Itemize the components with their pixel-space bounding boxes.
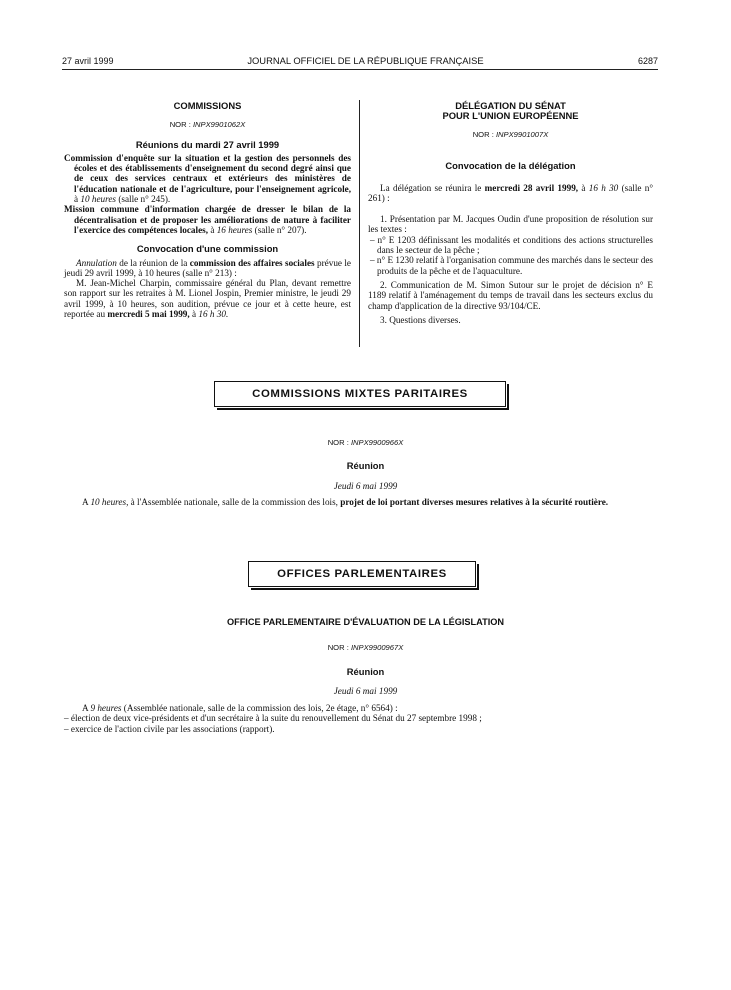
header-journal-title: JOURNAL OFFICIEL DE LA RÉPUBLIQUE FRANÇAISE <box>247 55 484 66</box>
paragraph-text: à <box>581 182 586 193</box>
entry-room: (salle n° 245). <box>118 194 171 205</box>
delegation-intro <box>368 183 653 204</box>
convocation-heading: Convocation d'une commission <box>136 243 279 255</box>
bill-title: projet de loi portant diverses mesures relatives à la sécurité routière. <box>340 497 609 507</box>
new-time: 16 h 30. <box>198 309 229 320</box>
meeting-time: 10 heures, <box>90 497 129 507</box>
offices-body <box>64 703 656 734</box>
nor-code: INPX9900967X <box>350 643 404 652</box>
agenda-item-2: 2. Communication de M. Simon Sutour sur le projet de décision n° E 1189 relatif à l'aménagement du temps de travail dans les secteurs exclus du champ d'application de la directive 93/104/CE. <box>368 279 653 311</box>
offices-nor <box>0 643 731 652</box>
offices-agenda-item-2: – exercice de l'action civile par les associations (rapport). <box>64 723 275 734</box>
commissions-title: COMMISSIONS <box>173 100 242 111</box>
agenda-item-1: 1. Présentation par M. Jacques Oudin d'une proposition de résolution sur les textes : <box>368 214 653 235</box>
commission-enquete-entry <box>64 153 351 204</box>
offices-section-box <box>248 561 476 587</box>
entry-word: à <box>210 224 215 235</box>
commissions-nor <box>64 120 351 130</box>
offices-intro <box>64 703 656 713</box>
offices-agenda-item-1: – élection de deux vice-présidents et d'un secrétaire à la suite du renouvellement du Sénat du 27 septembre 1998 ; <box>64 713 482 724</box>
delegation-convocation-heading: Convocation de la délégation <box>445 160 576 172</box>
agenda-item-3: 3. Questions diverses. <box>380 314 461 325</box>
meeting-time: 16 h 30 <box>588 182 619 193</box>
paragraph-text: (Assemblée nationale, salle de la commission des lois, 2e étage, n° 6564) : <box>123 703 398 713</box>
paragraph-text: prévue le jeudi 29 avril 1999, à 10 heures (salle n° 213) : <box>64 257 352 278</box>
paragraph-text: La délégation se réunira le <box>380 182 482 193</box>
meeting-time: 9 heures <box>90 703 122 713</box>
nor-label: NOR : <box>327 438 349 447</box>
charpin-paragraph <box>64 278 351 319</box>
delegation-title-line2: POUR L'UNION EUROPÉENNE <box>442 110 579 121</box>
paragraph-text: A <box>82 497 89 507</box>
delegation-column <box>368 101 653 325</box>
column-divider <box>359 100 360 347</box>
nor-label: NOR : <box>472 130 494 139</box>
cmp-section-title: COMMISSIONS MIXTES PARITAIRES <box>252 388 468 400</box>
offices-subtitle: OFFICE PARLEMENTAIRE D'ÉVALUATION DE LA LÉGISLATION <box>226 617 505 627</box>
mission-information-entry <box>64 204 351 235</box>
agenda-subitem-1: – n° E 1203 définissant les modalités et conditions des actions structurelles dans le secteur de la pêche ; <box>370 234 653 256</box>
delegation-nor <box>368 130 653 140</box>
paragraph-text: A <box>82 703 89 713</box>
entry-room: (salle n° 207). <box>254 224 307 235</box>
agenda-subitem-2: – n° E 1230 relatif à l'organisation commune des marchés dans le secteur des produits de la pêche et de l'aquaculture. <box>370 255 653 276</box>
entry-word: à <box>74 194 79 205</box>
entry-body: Mission commune d'information chargée de dresser le bilan de la décentralisation et de proposer les améliorations de nature à faciliter l'exercice des compétences locales, <box>64 204 351 235</box>
cmp-nor <box>0 438 731 447</box>
offices-reunion-heading: Réunion <box>346 666 385 677</box>
meeting-room: (salle n° 261) : <box>368 182 654 203</box>
cmp-paragraph <box>64 497 656 507</box>
offices-date: Jeudi 6 mai 1999 <box>333 686 398 696</box>
paragraph-text: M. Jean-Michel Charpin, commissaire général du Plan, devant remettre son rapport sur les retraites à M. Lionel Jospin, Premier ministre, le jeudi 29 avril 1999, à 10 heures, son audition, prévue ce jour et à cette heure, est reportée au <box>64 278 351 320</box>
nor-code: INPX9900966X <box>350 438 404 447</box>
paragraph-text: à <box>192 309 197 320</box>
cmp-date: Jeudi 6 mai 1999 <box>333 481 398 491</box>
meeting-date: mercredi 28 avril 1999, <box>484 182 579 193</box>
nor-label: NOR : <box>327 643 349 652</box>
reunions-heading: Réunions du mardi 27 avril 1999 <box>135 138 280 150</box>
cmp-section-box <box>214 381 506 407</box>
nor-code: INPX9901062X <box>192 120 246 130</box>
new-date: mercredi 5 mai 1999, <box>107 309 190 320</box>
annulation-word: Annulation <box>76 257 117 268</box>
header-page-number: 6287 <box>637 56 658 66</box>
entry-time: 10 heures <box>80 194 117 205</box>
nor-label: NOR : <box>169 120 191 130</box>
entry-time: 16 heures <box>216 224 253 235</box>
commissions-column <box>64 101 351 319</box>
paragraph-text: à l'Assemblée nationale, salle de la commission des lois, <box>130 497 338 507</box>
commission-name: commission des affaires sociales <box>189 257 315 268</box>
paragraph-text: de la réunion de la <box>119 257 188 268</box>
offices-section-title: OFFICES PARLEMENTAIRES <box>277 568 447 580</box>
nor-code: INPX9901007X <box>495 130 549 139</box>
header-rule <box>62 69 658 70</box>
delegation-title-line1: DÉLÉGATION DU SÉNAT <box>455 100 566 111</box>
annulation-paragraph <box>64 258 351 279</box>
entry-body: Commission d'enquête sur la situation et la gestion des personnels des écoles et des établissements d'enseignement du second degré ainsi que de ceux des services centraux et extérieurs des ministères de l'éducation nationale et de l'agriculture, pour l'enseignement agricole, <box>64 152 351 194</box>
header-date: 27 avril 1999 <box>62 56 114 66</box>
cmp-reunion-heading: Réunion <box>346 460 385 471</box>
